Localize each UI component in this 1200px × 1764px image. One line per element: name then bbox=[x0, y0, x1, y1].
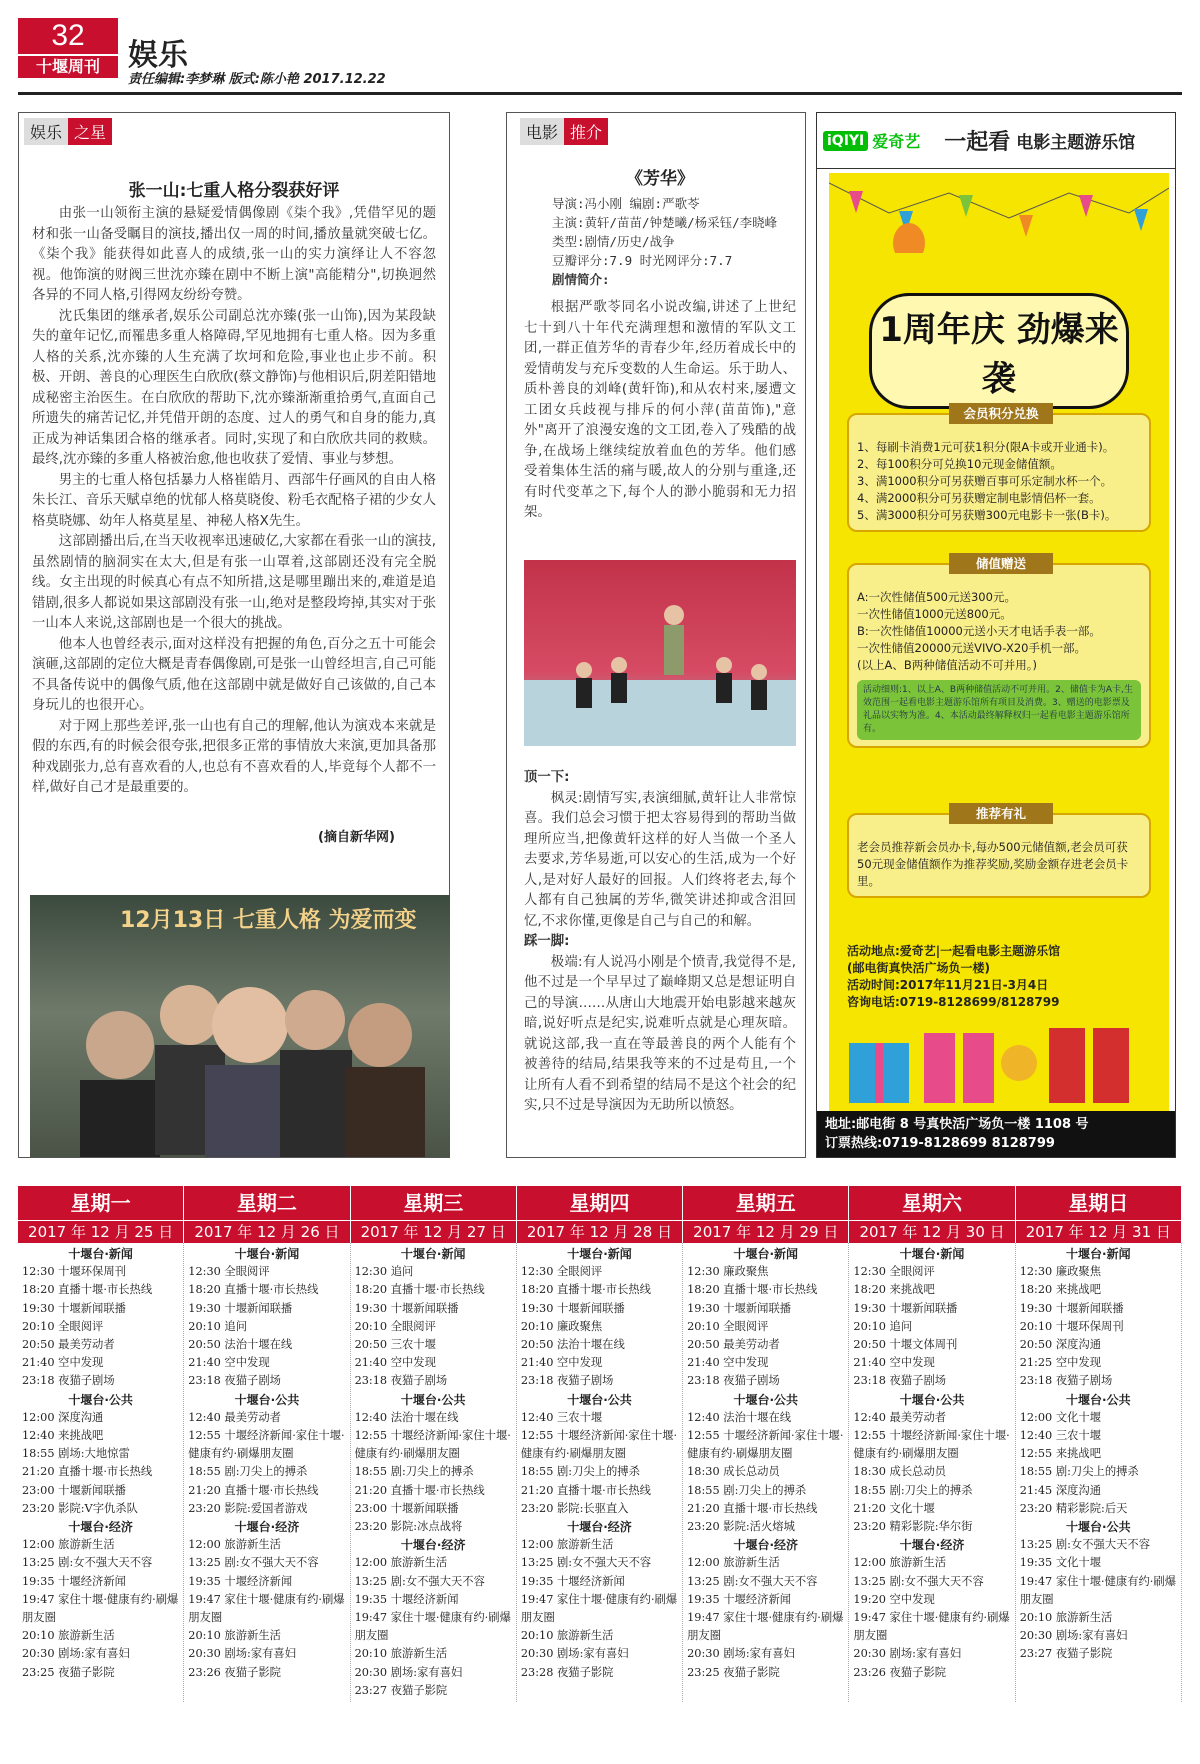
tv-program-item: 23:20 影院:冰点战将 bbox=[354, 1520, 463, 1534]
tv-program-item: 12:40 三农十堰 bbox=[520, 1410, 603, 1424]
tv-date-label: 2017 年 12 月 28 日 bbox=[517, 1220, 683, 1243]
tv-program-item: 12:30 追问 bbox=[354, 1265, 414, 1279]
tv-program-item: 21:20 直播十堰·市长热线 bbox=[354, 1483, 485, 1497]
tv-program-item: 12:55 十堰经济新闻·家住十堰·健康有约·刷爆朋友圈 bbox=[520, 1429, 678, 1461]
tv-program-item: 19:30 十堰新闻联播 bbox=[188, 1301, 293, 1315]
tv-program-item: 20:10 旅游新生活 bbox=[1019, 1611, 1113, 1625]
tv-channel-label: 十堰台·新闻 bbox=[733, 1247, 799, 1261]
movie-meta-line: 类型:剧情/历史/战争 bbox=[552, 234, 675, 249]
tv-program-item: 18:20 直播十堰·市长热线 bbox=[520, 1283, 651, 1297]
intro-label: 剧情简介: bbox=[552, 272, 610, 287]
movie-title: 《芳华》 bbox=[626, 169, 694, 189]
paragraph: 沈氏集团的继承者,娱乐公司副总沈亦臻(张一山饰),因为某段缺失的童年记忆,而罹患多重人格障碍,罕见地拥有七重人格。因为多重人格的关系,沈亦臻的人生充满了坎坷和危险,事业也止步不前。积极、开朗、善良的心理医生白欣欣(蔡文静饰)与他相识后,阴差阳错地成秘密主治医生。在白欣欣的帮助下,沈亦臻渐渐重拾勇气,直面自己所遗失的痛苦记忆,并凭借开朗的态度、过人的勇气和自身的能力,真正成为神话集团合格的继承者。同时,实现了和白欣欣共同的救赎。最终,沈亦臻的多重人格被治愈,他也收获了爱情、事业与梦想。 bbox=[32, 308, 436, 467]
tv-program-item: 23:27 夜猫子影院 bbox=[1019, 1647, 1113, 1661]
tv-program-item: 12:30 全眼阅评 bbox=[520, 1265, 603, 1279]
tag-label-b: 推介 bbox=[564, 118, 608, 145]
tv-program-item: 12:55 十堰经济新闻·家住十堰·健康有约·刷爆朋友圈 bbox=[853, 1429, 1010, 1461]
ad-line: 1、每刷卡消费1元可获1积分(限A卡或开业通卡)。 bbox=[857, 440, 1115, 454]
tv-channel-label: 十堰台·公共 bbox=[1066, 1520, 1131, 1535]
tv-program-item: 23:20 影院:活火熔城 bbox=[687, 1520, 795, 1534]
tv-program-item: 19:47 家住十堰·健康有约·刷爆朋友圈 bbox=[354, 1611, 511, 1643]
tv-program-item: 18:55 剧:刀尖上的搏杀 bbox=[853, 1483, 973, 1497]
tv-program-item: 23:00 十堰新闻联播 bbox=[354, 1501, 459, 1515]
tv-program-item: 12:30 廉政聚焦 bbox=[687, 1265, 769, 1279]
tv-program-item: 12:00 旅游新生活 bbox=[22, 1538, 115, 1552]
tv-program-item: 21:40 空中发现 bbox=[687, 1356, 769, 1370]
bunting-icon bbox=[829, 173, 1169, 253]
tv-program-item: 18:55 剧:刀尖上的搏杀 bbox=[354, 1465, 474, 1479]
tv-date-label: 2017 年 12 月 31 日 bbox=[1016, 1220, 1182, 1243]
iqiyi-logo-icon: iQIYI bbox=[823, 131, 868, 151]
tv-program-item: 12:40 三农十堰 bbox=[1019, 1429, 1102, 1443]
tv-program-item: 21:20 文化十堰 bbox=[853, 1501, 935, 1515]
tv-channel-label: 十堰台·新闻 bbox=[1066, 1247, 1131, 1261]
tv-day-label: 星期四 bbox=[517, 1186, 683, 1220]
tv-program-item: 21:25 空中发现 bbox=[1019, 1356, 1102, 1370]
tv-program-item: 13:25 剧:女不强大天不容 bbox=[22, 1556, 153, 1570]
tv-day-column bbox=[683, 1243, 849, 1702]
left-article-body bbox=[32, 204, 436, 799]
tv-day-label: 星期五 bbox=[683, 1186, 849, 1220]
tv-program-item: 19:47 家住十堰·健康有约·刷爆朋友圈 bbox=[188, 1592, 345, 1625]
tv-program-item: 12:00 旅游新生活 bbox=[853, 1556, 947, 1570]
ad-line: (以上A、B两种储值活动不可并用。) bbox=[857, 658, 1037, 672]
tv-program-item: 18:30 成长总动员 bbox=[687, 1465, 780, 1479]
movie-meta-line: 主演:黄轩/苗苗/钟楚曦/杨采钰/李晓峰 bbox=[552, 215, 778, 230]
tag-label-a: 娱乐 bbox=[24, 118, 68, 145]
tv-program-item: 20:10 旅游新生活 bbox=[188, 1629, 281, 1643]
tv-program-item: 21:40 空中发现 bbox=[188, 1356, 270, 1370]
tv-program-item: 23:20 影院:V字仇杀队 bbox=[22, 1501, 138, 1515]
tv-channel-label: 十堰台·公共 bbox=[733, 1392, 799, 1407]
tv-program-item: 20:50 三农十堰 bbox=[354, 1338, 436, 1352]
paragraph: 根据严歌苓同名小说改编,讲述了上世纪七十到八十年代充满理想和激情的军队文工团,一群正值芳华的青春少年,经历着成长中的爱情萌发与充斥变数的人生命运。乐于助人、质朴善良的刘峰(黄轩饰),和从农村来,屡遭文工团女兵歧视与排斥的何小萍(苗苗饰),"意外"离开了浪漫安逸的文工团,卷入了残酷的战争,在战场上继续绽放着血色的芳华。他们感受着集体生活的痛与暖,故人的分别与重逢,还有时代变革之下,每个人的渺小脆弱和无力招架。 bbox=[524, 300, 796, 520]
ad-rules-note: 活动细则:1、以上A、B两种储值活动不可并用。2、储值卡为A卡,生效范围一起看电影主题游乐馆所有项目及消费。3、赠送的电影票及礼品以实物为准。4、本活动最终解释权归一起看电影主题游乐馆所有。 bbox=[857, 680, 1141, 740]
tv-program-item: 21:20 直播十堰·市长热线 bbox=[687, 1501, 818, 1515]
tv-program-item: 23:20 精彩影院:华尔街 bbox=[853, 1520, 973, 1534]
tv-program-item: 20:30 剧场:家有喜妇 bbox=[22, 1647, 130, 1661]
tv-program-item: 20:50 深度沟通 bbox=[1019, 1338, 1102, 1352]
tv-program-item: 18:20 来挑战吧 bbox=[1019, 1283, 1102, 1297]
tv-channel-label: 十堰台·新闻 bbox=[400, 1247, 466, 1261]
tv-program-item: 12:30 全眼阅评 bbox=[188, 1265, 270, 1279]
tv-date-label: 2017 年 12 月 30 日 bbox=[849, 1220, 1015, 1243]
tv-program-item: 21:40 空中发现 bbox=[22, 1356, 104, 1370]
tv-channel-label: 十堰台·经济 bbox=[68, 1520, 133, 1535]
tv-program-item: 19:30 十堰新闻联播 bbox=[520, 1301, 625, 1315]
movie-still bbox=[524, 560, 796, 746]
tv-program-item: 18:20 直播十堰·市长热线 bbox=[188, 1283, 319, 1297]
ad-line: 活动时间:2017年11月21日-3月4日 bbox=[847, 978, 1049, 992]
tv-program-item: 12:55 十堰经济新闻·家住十堰·健康有约·刷爆朋友圈 bbox=[687, 1429, 844, 1461]
left-article-tag bbox=[24, 118, 112, 145]
tv-program-item: 18:55 剧:刀尖上的搏杀 bbox=[687, 1483, 807, 1497]
tv-program-item: 21:20 直播十堰·市长热线 bbox=[188, 1483, 319, 1497]
tv-program-item: 13:25 剧:女不强大天不容 bbox=[354, 1574, 485, 1588]
tv-program-item: 19:30 十堰新闻联播 bbox=[853, 1301, 958, 1315]
tv-program-item: 12:00 旅游新生活 bbox=[188, 1538, 281, 1552]
left-article-title: 张一山:七重人格分裂获好评 bbox=[128, 181, 340, 201]
tv-day-label: 星期二 bbox=[184, 1186, 350, 1220]
tv-channel-label: 十堰台·公共 bbox=[234, 1392, 300, 1407]
review-label: 踩一脚: bbox=[524, 934, 570, 949]
tv-program-item: 20:30 剧场:家有喜妇 bbox=[354, 1665, 463, 1679]
poster-caption: 12月13日 七重人格 为爱而变 bbox=[120, 908, 417, 933]
ad-line: B:一次性储值10000元送小天才电话手表一部。 bbox=[857, 624, 1101, 638]
tv-program-item: 20:10 追问 bbox=[853, 1319, 913, 1333]
ad-line: 5、满3000积分可另获赠300元电影卡一张(B卡)。 bbox=[857, 508, 1117, 522]
tv-program-item: 12:30 十堰环保周刊 bbox=[22, 1265, 126, 1279]
tv-program-item: 12:40 最美劳动者 bbox=[853, 1410, 947, 1424]
tv-program-item: 19:35 十堰经济新闻 bbox=[22, 1574, 126, 1588]
tv-channel-label: 十堰台·新闻 bbox=[68, 1247, 133, 1261]
tv-program-item: 18:20 直播十堰·市长热线 bbox=[354, 1283, 485, 1297]
tag-label-a: 电影 bbox=[520, 118, 564, 145]
tv-day-column bbox=[849, 1243, 1015, 1702]
tv-day-column bbox=[18, 1243, 184, 1702]
tv-program-item: 18:20 直播十堰·市长热线 bbox=[22, 1283, 153, 1297]
tv-channel-label: 十堰台·新闻 bbox=[899, 1247, 965, 1261]
tv-program-item: 20:50 法治十堰在线 bbox=[188, 1338, 293, 1352]
ad-section-deposit bbox=[847, 556, 1151, 748]
tv-program-item: 13:25 剧:女不强大天不容 bbox=[188, 1556, 319, 1570]
tv-program-item: 21:45 深度沟通 bbox=[1019, 1483, 1102, 1497]
tv-program-item: 19:35 文化十堰 bbox=[1019, 1556, 1102, 1570]
ad-section-title: 会员积分兑换 bbox=[949, 403, 1053, 424]
gift-boxes-icon bbox=[829, 1003, 1169, 1113]
ad-line: 老会员推荐新会员办卡,每办500元储值额,老会员可获50元现金储值额作为推荐奖励,奖励金额存进老会员卡里。 bbox=[857, 840, 1129, 888]
tv-program-item: 18:20 直播十堰·市长热线 bbox=[687, 1283, 818, 1297]
tv-date-label: 2017 年 12 月 25 日 bbox=[18, 1220, 184, 1243]
tv-program-item: 23:18 夜猫子剧场 bbox=[1019, 1374, 1113, 1388]
tv-day-column bbox=[517, 1243, 683, 1702]
ad-section-referral bbox=[847, 806, 1151, 898]
tv-program-item: 20:10 十堰环保周刊 bbox=[1019, 1319, 1124, 1333]
tv-program-item: 23:18 夜猫子剧场 bbox=[22, 1374, 115, 1388]
tv-program-item: 21:40 空中发现 bbox=[853, 1356, 935, 1370]
tv-day-label: 星期三 bbox=[351, 1186, 517, 1220]
tv-program-item: 12:30 廉政聚焦 bbox=[1019, 1265, 1102, 1279]
tv-program-item: 20:10 旅游新生活 bbox=[354, 1647, 448, 1661]
tv-program-item: 20:10 旅游新生活 bbox=[22, 1629, 115, 1643]
tv-program-item: 23:26 夜猫子影院 bbox=[188, 1665, 281, 1679]
tv-day-label: 星期日 bbox=[1016, 1186, 1182, 1220]
paragraph: 他本人也曾经表示,面对这样没有把握的角色,百分之五十可能会演砸,这部剧的定位大概是青春偶像剧,可是张一山曾经坦言,自己可能不具备传说中的偶像气质,他在这部剧中就是做好自己该做的,自己本身玩儿的也很开心。 bbox=[32, 636, 436, 713]
tv-program-item: 12:30 全眼阅评 bbox=[853, 1265, 935, 1279]
paragraph: 极端:有人说冯小刚是个愤青,我觉得不是,他不过是一个早早过了巅峰期又总是想证明自己的导演……从唐山大地震开始电影越来越灰暗,说好听点是纪实,说难听点就是心理灰暗。就说这部,我一直在等最善良的两个人能有个被善待的结局,结果我等来的不过是苟且,一个让所有人看不到希望的结局不是这个社会的纪实,只不过是导演因为无助所以愤怒。 bbox=[524, 954, 796, 1113]
tv-program-item: 19:35 十堰经济新闻 bbox=[520, 1574, 625, 1588]
tv-program-item: 20:10 全眼阅评 bbox=[22, 1319, 104, 1333]
tv-program-item: 19:30 十堰新闻联播 bbox=[354, 1301, 459, 1315]
ad-line: A:一次性储值500元送300元。 bbox=[857, 590, 1016, 604]
advertisement bbox=[816, 112, 1176, 1158]
tv-program-item: 23:00 十堰新闻联播 bbox=[22, 1483, 126, 1497]
tv-program-item: 23:27 夜猫子影院 bbox=[354, 1683, 448, 1697]
tv-program-item: 12:00 旅游新生活 bbox=[354, 1556, 448, 1570]
tv-program-item: 12:55 十堰经济新闻·家住十堰·健康有约·刷爆朋友圈 bbox=[188, 1429, 345, 1461]
tv-day-column bbox=[184, 1243, 350, 1702]
tv-program-item: 23:18 夜猫子剧场 bbox=[188, 1374, 281, 1388]
tv-day-label: 星期一 bbox=[18, 1186, 184, 1220]
movie-meta bbox=[552, 194, 802, 289]
ad-line: 一次性储值1000元送800元。 bbox=[857, 607, 1012, 621]
tv-program-item: 23:20 影院:长驱直入 bbox=[520, 1501, 629, 1515]
ad-section-points bbox=[847, 406, 1151, 532]
ad-event-info bbox=[847, 943, 1060, 1011]
tv-day-row bbox=[18, 1186, 1182, 1220]
tv-program-item: 13:25 剧:女不强大天不容 bbox=[687, 1574, 818, 1588]
tv-program-item: 19:35 十堰经济新闻 bbox=[354, 1592, 459, 1606]
tv-channel-label: 十堰台·公共 bbox=[68, 1392, 133, 1407]
ad-banner: 1周年庆 劲爆来袭 bbox=[869, 293, 1129, 409]
tv-day-label: 星期六 bbox=[849, 1186, 1015, 1220]
tv-channel-label: 十堰台·经济 bbox=[400, 1538, 466, 1553]
ad-hotline: 订票热线:0719-8128699 8128799 bbox=[825, 1136, 1055, 1151]
tv-program-item: 20:30 剧场:家有喜妇 bbox=[853, 1647, 962, 1661]
publication-name: 十堰周刊 bbox=[18, 54, 118, 78]
tv-day-column bbox=[351, 1243, 517, 1702]
tv-program-item: 18:30 成长总动员 bbox=[853, 1465, 947, 1479]
tv-channel-label: 十堰台·经济 bbox=[234, 1520, 300, 1535]
tv-program-item: 21:20 直播十堰·市长热线 bbox=[520, 1483, 651, 1497]
tv-program-item: 12:00 旅游新生活 bbox=[687, 1556, 780, 1570]
ad-section-title: 储值赠送 bbox=[949, 553, 1053, 574]
ad-line: 一次性储值20000元送VIVO-X20手机一部。 bbox=[857, 641, 1086, 655]
tv-program-item: 18:55 剧:刀尖上的搏杀 bbox=[1019, 1465, 1139, 1479]
tv-program-item: 20:30 剧场:家有喜妇 bbox=[188, 1647, 297, 1661]
tv-channel-label: 十堰台·公共 bbox=[400, 1392, 466, 1407]
header-rule bbox=[18, 92, 1182, 95]
tv-program-item: 23:20 影院:爱国者游戏 bbox=[188, 1501, 308, 1515]
tv-program-item: 23:25 夜猫子影院 bbox=[687, 1665, 780, 1679]
poster-figures-icon bbox=[30, 895, 450, 1157]
tv-channel-label: 十堰台·公共 bbox=[899, 1392, 965, 1407]
tv-program-item: 19:47 家住十堰·健康有约·刷爆朋友圈 bbox=[687, 1611, 844, 1643]
ad-line: 4、满2000积分可另获赠定制电影情侣杯一套。 bbox=[857, 491, 1101, 505]
tv-program-item: 23:18 夜猫子剧场 bbox=[354, 1374, 448, 1388]
tv-program-item: 12:40 最美劳动者 bbox=[188, 1410, 281, 1424]
tv-program-item: 19:30 十堰新闻联播 bbox=[1019, 1301, 1124, 1315]
tv-program-item: 20:50 十堰文体周刊 bbox=[853, 1338, 958, 1352]
article-source: (摘自新华网) bbox=[318, 830, 395, 845]
tv-program-item: 19:47 家住十堰·健康有约·刷爆朋友圈 bbox=[520, 1592, 678, 1625]
paragraph: 由张一山领衔主演的悬疑爱情偶像剧《柒个我》,凭借罕见的题材和张一山备受瞩目的演技,播出仅一周的时间,播放量就突破七亿。《柒个我》能获得如此喜人的成绩,张一山的实力演绎让人不容忽视。他饰演的财阀三世沈亦臻在剧中不断上演"高能精分",切换迥然各异的不同人格,引得网友纷纷夸赞。 bbox=[32, 206, 436, 303]
tv-program-item: 12:55 来挑战吧 bbox=[1019, 1447, 1102, 1461]
tv-date-row bbox=[18, 1220, 1182, 1243]
tv-program-item: 12:00 深度沟通 bbox=[22, 1410, 104, 1424]
tv-channel-label: 十堰台·经济 bbox=[899, 1538, 965, 1553]
tv-program-item: 20:50 最美劳动者 bbox=[687, 1338, 780, 1352]
tv-program-item: 12:40 来挑战吧 bbox=[22, 1429, 104, 1443]
tv-channel-label: 十堰台·经济 bbox=[733, 1538, 799, 1553]
tv-program-item: 19:35 十堰经济新闻 bbox=[188, 1574, 293, 1588]
tv-program-item: 20:30 剧场:家有喜妇 bbox=[520, 1647, 629, 1661]
ad-section-title: 推荐有礼 bbox=[949, 803, 1053, 824]
ad-line: 3、满1000积分可另获赠百事可乐定制水杯一个。 bbox=[857, 474, 1113, 488]
movie-meta-line: 导演:冯小刚 编剧:严歌苓 bbox=[552, 196, 700, 211]
tv-channel-label: 十堰台·新闻 bbox=[234, 1247, 300, 1261]
ad-yellow-panel bbox=[829, 173, 1169, 1113]
tv-program-item: 18:55 剧:刀尖上的搏杀 bbox=[188, 1465, 308, 1479]
tv-program-grid bbox=[18, 1243, 1182, 1702]
tv-program-item: 12:00 文化十堰 bbox=[1019, 1410, 1102, 1424]
tv-date-label: 2017 年 12 月 26 日 bbox=[184, 1220, 350, 1243]
tv-program-item: 20:10 追问 bbox=[188, 1319, 248, 1333]
tv-program-item: 13:25 剧:女不强大天不容 bbox=[853, 1574, 984, 1588]
tv-channel-label: 十堰台·公共 bbox=[567, 1392, 632, 1407]
tv-program-item: 23:28 夜猫子影院 bbox=[520, 1665, 614, 1679]
tv-channel-label: 十堰台·公共 bbox=[1066, 1392, 1131, 1407]
tv-drama-poster bbox=[30, 895, 450, 1157]
tv-program-item: 19:47 家住十堰·健康有约·刷爆朋友圈 bbox=[22, 1592, 179, 1625]
review-label: 顶一下: bbox=[524, 770, 570, 785]
tv-program-item: 19:30 十堰新闻联播 bbox=[687, 1301, 792, 1315]
tv-program-item: 13:25 剧:女不强大天不容 bbox=[1019, 1538, 1151, 1552]
tv-day-column bbox=[1016, 1243, 1182, 1702]
page-number: 32 bbox=[51, 19, 85, 52]
tv-program-item: 18:20 来挑战吧 bbox=[853, 1283, 935, 1297]
tv-program-item: 20:30 剧场:家有喜妇 bbox=[687, 1647, 795, 1661]
tv-schedule bbox=[18, 1186, 1182, 1750]
tv-channel-label: 十堰台·新闻 bbox=[567, 1247, 632, 1261]
tag-label-b: 之星 bbox=[68, 118, 112, 145]
tv-program-item: 12:40 法治十堰在线 bbox=[354, 1410, 459, 1424]
tv-date-label: 2017 年 12 月 29 日 bbox=[683, 1220, 849, 1243]
tv-program-item: 18:55 剧场:大地惊雷 bbox=[22, 1447, 130, 1461]
tv-program-item: 23:18 夜猫子剧场 bbox=[853, 1374, 947, 1388]
tv-program-item: 12:55 十堰经济新闻·家住十堰·健康有约·刷爆朋友圈 bbox=[354, 1429, 511, 1461]
tv-program-item: 13:25 剧:女不强大天不容 bbox=[520, 1556, 652, 1570]
tv-program-item: 19:35 十堰经济新闻 bbox=[687, 1592, 792, 1606]
paragraph: 这部剧播出后,在当天收视率迅速破亿,大家都在看张一山的演技,虽然剧情的脑洞实在太大,但是有张一山罩着,这部剧还没有完全脱线。女主出现的时候真心有点不知所措,这是哪里蹦出来的,难道是追错剧,很多人都说如果这部剧没有张一山,绝对是整段垮掉,其实对于张一山本人来说,这部剧也是一个很大的挑战。 bbox=[32, 534, 436, 631]
tv-program-item: 20:10 廉政聚焦 bbox=[520, 1319, 603, 1333]
paragraph: 枫灵:剧情写实,表演细腻,黄轩让人非常惊喜。我们总会习惯于把太容易得到的帮助当做理所应当,把像黄轩这样的好人当做一个圣人去要求,芳华易逝,可以安心的生活,成为一个好人,是对好人最好的回报。人们终将老去,每个人都有自己独属的芳华,微笑讲述抑或含泪回忆,不求你懂,更像是自己与自己的和解。 bbox=[524, 790, 796, 929]
ad-brand-sub: 电影主题游乐馆 bbox=[1016, 133, 1136, 153]
tv-program-item: 21:40 空中发现 bbox=[520, 1356, 603, 1370]
movie-reviews bbox=[524, 768, 796, 1117]
movie-meta-line: 豆瓣评分:7.9 时光网评分:7.7 bbox=[552, 253, 733, 268]
tv-program-item: 19:47 家住十堰·健康有约·刷爆朋友圈 bbox=[853, 1611, 1010, 1643]
ad-line: 咨询电话:0719-8128699/8128799 bbox=[847, 995, 1060, 1009]
ad-line: 活动地点:爱奇艺|一起看电影主题游乐馆 bbox=[847, 944, 1061, 958]
ad-footer bbox=[817, 1111, 1175, 1157]
ad-logo-text: 爱奇艺 bbox=[872, 132, 921, 151]
paragraph: 对于网上那些差评,张一山也有自己的理解,他认为演戏本来就是假的东西,有的时候会很夸张,把很多正常的事情放大来演,更加具备那种戏剧张力,总有喜欢看的人,也总有不喜欢看的人,毕竟每个人都不一样,做好自己才是最重要的。 bbox=[32, 718, 436, 795]
paragraph: 男主的七重人格包括暴力人格崔皓月、西部牛仔画风的自由人格朱长江、音乐天赋卓绝的忧郁人格莫晓俊、粉毛衣配格子裙的少女人格莫晓娜、幼年人格莫星星、神秘人格X先生。 bbox=[32, 472, 436, 529]
ad-address: 地址:邮电街 8 号真快活广场负一楼 1108 号 bbox=[825, 1117, 1089, 1132]
tv-program-item: 19:30 十堰新闻联播 bbox=[22, 1301, 126, 1315]
tv-program-item: 20:50 法治十堰在线 bbox=[520, 1338, 625, 1352]
tv-program-item: 18:55 剧:刀尖上的搏杀 bbox=[520, 1465, 640, 1479]
page-number-badge bbox=[18, 18, 118, 78]
ad-line: (邮电街真快活广场负一楼) bbox=[847, 961, 990, 975]
tv-program-item: 20:50 最美劳动者 bbox=[22, 1338, 115, 1352]
movie-article-tag bbox=[520, 118, 608, 145]
dancers-icon bbox=[524, 560, 796, 746]
tv-program-item: 19:20 空中发现 bbox=[853, 1592, 935, 1606]
tv-program-item: 20:10 全眼阅评 bbox=[687, 1319, 769, 1333]
section-title: 娱乐 bbox=[128, 38, 188, 73]
tv-program-item: 21:40 空中发现 bbox=[354, 1356, 436, 1370]
tv-program-item: 12:40 法治十堰在线 bbox=[687, 1410, 792, 1424]
tv-program-item: 20:10 全眼阅评 bbox=[354, 1319, 436, 1333]
tv-program-item: 23:20 精彩影院:后天 bbox=[1019, 1501, 1128, 1515]
tv-program-item: 23:25 夜猫子影院 bbox=[22, 1665, 115, 1679]
tv-channel-label: 十堰台·经济 bbox=[567, 1520, 632, 1535]
ad-brand: 一起看 bbox=[944, 130, 1011, 155]
tv-program-item: 21:20 直播十堰·市长热线 bbox=[22, 1465, 153, 1479]
tv-program-item: 20:30 剧场:家有喜妇 bbox=[1019, 1629, 1128, 1643]
tv-program-item: 23:18 夜猫子剧场 bbox=[687, 1374, 780, 1388]
tv-program-item: 20:10 旅游新生活 bbox=[520, 1629, 614, 1643]
tv-program-item: 12:00 旅游新生活 bbox=[520, 1538, 614, 1552]
ad-header bbox=[817, 113, 1175, 169]
tv-date-label: 2017 年 12 月 27 日 bbox=[351, 1220, 517, 1243]
tv-program-item: 19:47 家住十堰·健康有约·刷爆朋友圈 bbox=[1019, 1574, 1176, 1606]
tv-program-item: 23:26 夜猫子影院 bbox=[853, 1665, 947, 1679]
editor-credit: 责任编辑:李梦琳 版式:陈小艳 2017.12.22 bbox=[128, 72, 386, 87]
tv-program-item: 23:18 夜猫子剧场 bbox=[520, 1374, 614, 1388]
ad-line: 2、每100积分可兑换10元现金储值额。 bbox=[857, 457, 1062, 471]
movie-intro bbox=[524, 298, 796, 524]
